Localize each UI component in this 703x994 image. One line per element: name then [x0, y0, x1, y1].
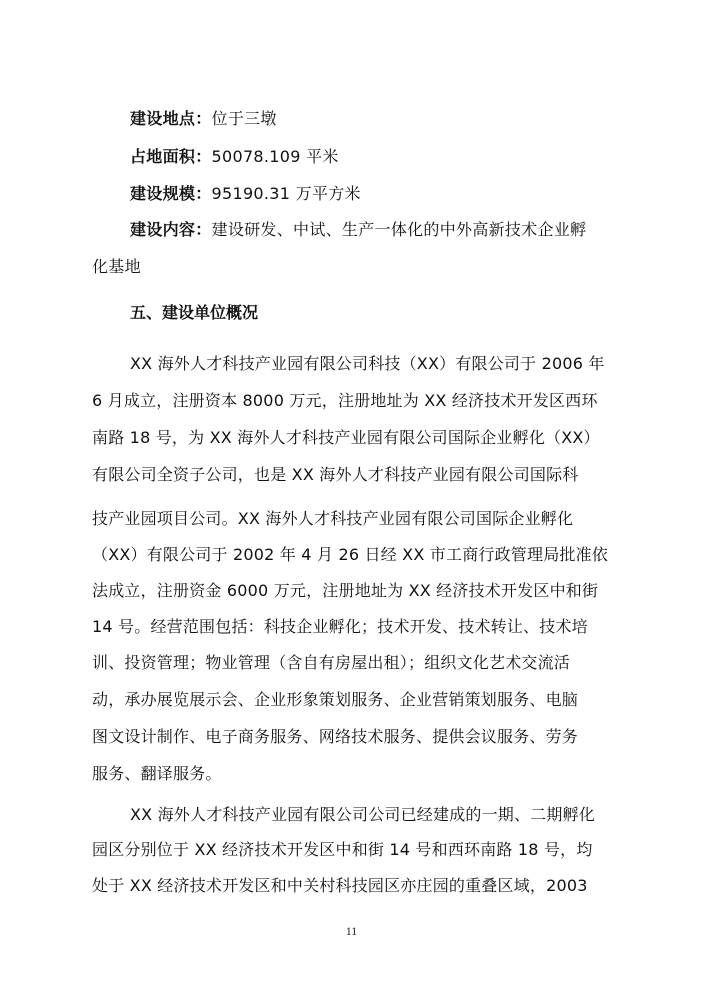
paragraph1-line: 图文设计制作、电子商务服务、网络技术服务、提供会议服务、劳务 — [92, 727, 579, 746]
scale-label: 建设规模： — [130, 184, 212, 203]
content-continuation-line — [92, 257, 612, 277]
paragraph1-line: 训、投资管理；物业管理（含自有房屋出租）；组织文化艺术交流活 — [92, 653, 571, 672]
location-label: 建设地点： — [130, 109, 212, 128]
content-line — [130, 220, 650, 240]
area-label: 占地面积： — [130, 147, 212, 166]
scale-line — [130, 184, 650, 204]
paragraph2-line: 处于 XX 经济技术开发区和中关村科技园区亦庄园的重叠区域，2003 — [92, 876, 588, 895]
content-value-line1: 建设研发、中试、生产一体化的中外高新技术企业孵 — [211, 220, 587, 239]
content-label: 建设内容： — [130, 220, 212, 239]
paragraph1-line: XX 海外人才科技产业园有限公司科技（XX）有限公司于 2006 年 — [130, 354, 605, 373]
content-value-line2: 化基地 — [92, 257, 141, 276]
area-value: 50078.109 平米 — [211, 147, 339, 166]
scale-value: 95190.31 万平方米 — [211, 184, 361, 203]
paragraph1-line: 14 号。经营范围包括：科技企业孵化；技术开发、技术转让、技术培 — [92, 617, 588, 636]
location-value: 位于三墩 — [211, 109, 277, 128]
area-line — [130, 147, 650, 167]
section-heading: 五、建设单位概况 — [130, 303, 259, 322]
paragraph1-line: 南路 18 号，为 XX 海外人才科技产业园有限公司国际企业孵化（XX） — [92, 428, 600, 447]
paragraph2-line: XX 海外人才科技产业园有限公司公司已经建成的一期、二期孵化 — [130, 805, 596, 824]
paragraph2-line: 园区分别位于 XX 经济技术开发区中和街 14 号和西环南路 18 号，均 — [92, 840, 593, 859]
paragraph1-line: 服务、翻译服务。 — [92, 764, 222, 783]
paragraph1-line: 有限公司全资子公司，也是 XX 海外人才科技产业园有限公司国际科 — [92, 465, 579, 484]
paragraph1-line: 技产业园项目公司。XX 海外人才科技产业园有限公司国际企业孵化 — [92, 509, 574, 528]
paragraph1-line: 6 月成立，注册资本 8000 万元，注册地址为 XX 经济技术开发区西环 — [92, 391, 598, 410]
paragraph1-line: 法成立，注册资金 6000 万元，注册地址为 XX 经济技术开发区中和街 — [92, 581, 599, 600]
paragraph1-line: 动，承办展览展示会、企业形象策划服务、企业营销策划服务、电脑 — [92, 690, 579, 709]
location-line — [130, 109, 650, 129]
page-number: 11 — [345, 924, 358, 938]
paragraph1-line: （XX）有限公司于 2002 年 4 月 26 日经 XX 市工商行政管理局批准依 — [92, 545, 608, 564]
